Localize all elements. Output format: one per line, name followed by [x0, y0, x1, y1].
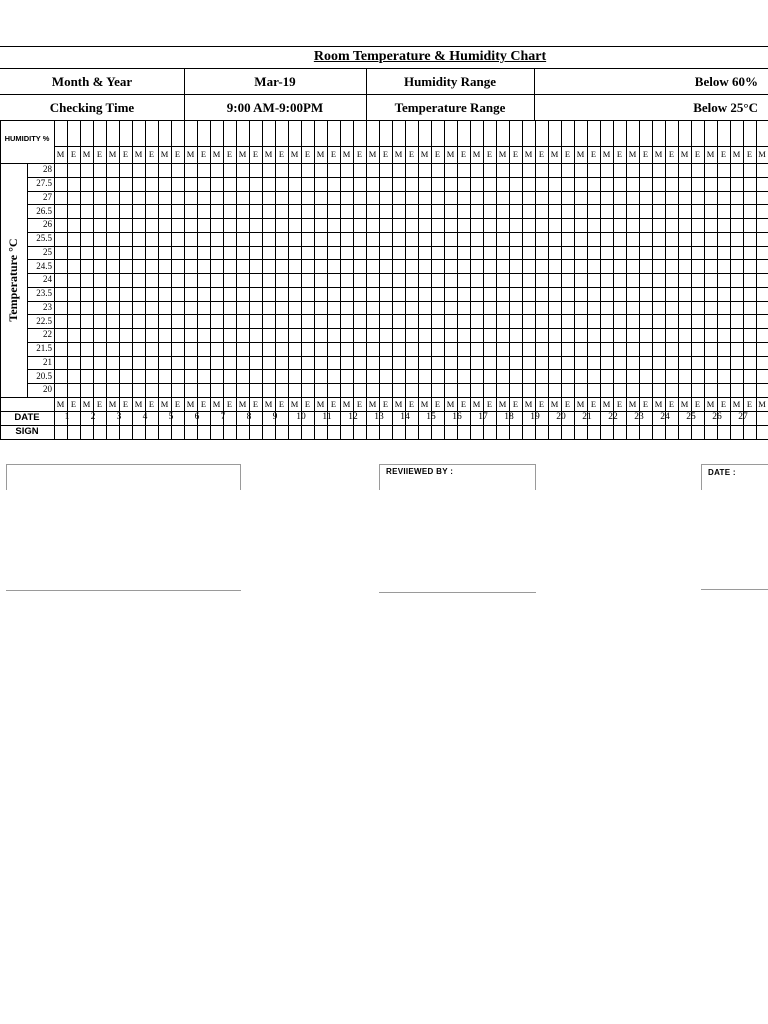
session-evening-label: E: [694, 398, 701, 409]
session-morning-label: M: [472, 149, 481, 160]
session-morning-label: M: [394, 149, 403, 160]
session-morning-label: M: [680, 149, 689, 160]
session-evening-label: E: [278, 149, 285, 160]
grid-line: [0, 163, 768, 164]
grid-line: [210, 120, 211, 439]
session-morning-label: M: [186, 149, 195, 160]
session-evening-label: E: [200, 149, 207, 160]
grid-line: [522, 120, 523, 439]
temperature-tick-label: 28: [43, 164, 52, 175]
session-morning-label: M: [82, 398, 91, 409]
humidity-range-value: Below 60%: [694, 73, 758, 89]
session-evening-label: E: [616, 149, 623, 160]
temperature-tick-label: 26: [43, 219, 52, 230]
session-morning-label: M: [602, 149, 611, 160]
session-morning-label: M: [576, 149, 585, 160]
session-evening-label: E: [434, 398, 441, 409]
session-morning-label: M: [524, 398, 533, 409]
grid-line: [457, 120, 458, 439]
date-number: 15: [426, 412, 436, 422]
grid-line: [691, 120, 692, 439]
grid-line: [470, 120, 471, 439]
date-number: 8: [246, 412, 252, 422]
date-number: 18: [504, 412, 514, 422]
session-evening-label: E: [408, 398, 415, 409]
session-evening-label: E: [174, 398, 181, 409]
session-evening-label: E: [590, 149, 597, 160]
grid-line: [561, 120, 562, 439]
session-morning-label: M: [394, 398, 403, 409]
date-number: 25: [686, 412, 696, 422]
grid-line: [27, 301, 768, 302]
grid-line: [262, 120, 263, 439]
session-evening-label: E: [408, 149, 415, 160]
date-row-label: DATE: [14, 412, 40, 423]
session-evening-label: E: [720, 149, 727, 160]
session-evening-label: E: [434, 149, 441, 160]
grid-line: [756, 120, 757, 439]
grid-line: [158, 120, 159, 439]
grid-line: [301, 120, 302, 439]
grid-line: [0, 120, 1, 439]
grid-line: [431, 120, 432, 439]
grid-line: [0, 425, 768, 426]
grid-line: [27, 328, 768, 329]
date-number: 26: [712, 412, 722, 422]
grid-line: [119, 120, 120, 439]
session-evening-label: E: [746, 398, 753, 409]
temperature-tick-label: 24: [43, 274, 52, 285]
session-morning-label: M: [134, 149, 143, 160]
humidity-range-label: Humidity Range: [403, 73, 497, 89]
session-evening-label: E: [512, 398, 519, 409]
session-morning-label: M: [160, 149, 169, 160]
chart-title: Room Temperature & Humidity Chart: [313, 49, 547, 64]
grid-line: [626, 120, 627, 439]
humidity-label: HUMIDITY %: [4, 133, 50, 143]
session-morning-label: M: [654, 149, 663, 160]
grid-line: [27, 177, 768, 178]
temperature-tick-label: 24.5: [36, 260, 52, 271]
session-morning-label: M: [212, 398, 221, 409]
temperature-tick-label: 25: [43, 246, 52, 257]
temperature-tick-label: 26.5: [36, 205, 52, 216]
date-number: 14: [400, 412, 410, 422]
date-number: 20: [556, 412, 566, 422]
checking-time-label: Checking Time: [49, 99, 135, 115]
session-evening-label: E: [148, 398, 155, 409]
date-number: 17: [478, 412, 488, 422]
session-evening-label: E: [720, 398, 727, 409]
session-evening-label: E: [356, 149, 363, 160]
grid-line: [80, 120, 81, 439]
session-morning-label: M: [368, 149, 377, 160]
grid-line: [418, 120, 419, 439]
session-evening-label: E: [252, 149, 259, 160]
session-evening-label: E: [382, 398, 389, 409]
session-morning-label: M: [524, 149, 533, 160]
grid-line: [340, 120, 341, 439]
grid-line: [496, 120, 497, 439]
date-number: 13: [374, 412, 384, 422]
session-morning-label: M: [342, 398, 351, 409]
date-number: 2: [90, 412, 96, 422]
session-evening-label: E: [564, 149, 571, 160]
grid-line: [27, 259, 768, 260]
session-morning-label: M: [82, 149, 91, 160]
grid-line: [27, 273, 768, 274]
grid-line: [27, 369, 768, 370]
grid-line: [171, 120, 172, 439]
session-morning-label: M: [680, 398, 689, 409]
session-evening-label: E: [460, 149, 467, 160]
session-morning-label: M: [186, 398, 195, 409]
session-morning-label: M: [420, 149, 429, 160]
session-morning-label: M: [108, 149, 117, 160]
grid-line: [184, 120, 185, 439]
grid-line: [730, 120, 731, 439]
grid-line: [275, 120, 276, 439]
grid-line: [327, 120, 328, 439]
session-evening-label: E: [96, 398, 103, 409]
session-evening-label: E: [356, 398, 363, 409]
session-morning-label: M: [160, 398, 169, 409]
grid-line: [27, 383, 768, 384]
temperature-axis-label: Temperature °C: [6, 238, 20, 322]
grid-line: [93, 120, 94, 439]
session-morning-label: M: [628, 398, 637, 409]
temperature-tick-label: 21: [43, 356, 52, 367]
session-evening-label: E: [174, 149, 181, 160]
session-morning-label: M: [758, 149, 766, 160]
grid-line: [535, 120, 536, 439]
session-evening-label: E: [460, 398, 467, 409]
grid-line: [353, 120, 354, 439]
grid-line: [27, 314, 768, 315]
date-number: 27: [738, 412, 748, 422]
session-evening-label: E: [330, 149, 337, 160]
grid-line: [574, 120, 575, 439]
session-evening-label: E: [252, 398, 259, 409]
session-evening-label: E: [642, 398, 649, 409]
grid-line: [0, 439, 768, 440]
session-evening-label: E: [590, 398, 597, 409]
session-morning-label: M: [628, 149, 637, 160]
grid-line: [223, 120, 224, 439]
session-evening-label: E: [486, 149, 493, 160]
session-morning-label: M: [706, 149, 715, 160]
reviewed-by-label: REVIIEWED BY :: [386, 467, 454, 476]
session-evening-label: E: [746, 149, 753, 160]
grid-line: [587, 120, 588, 439]
session-morning-label: M: [316, 398, 325, 409]
session-morning-label: M: [56, 398, 65, 409]
grid-line: [405, 120, 406, 439]
date-number: 6: [194, 412, 200, 422]
session-evening-label: E: [486, 398, 493, 409]
grid-line: [509, 120, 510, 439]
date-number: 3: [116, 412, 122, 422]
temperature-tick-label: 20: [43, 384, 52, 395]
session-morning-label: M: [56, 149, 65, 160]
month-year-label: Month & Year: [51, 73, 133, 89]
date-box-label: DATE :: [708, 468, 736, 477]
session-evening-label: E: [668, 149, 675, 160]
session-morning-label: M: [108, 398, 117, 409]
month-year-value: Mar-19: [254, 73, 296, 89]
session-morning-label: M: [238, 149, 247, 160]
temperature-tick-label: 27.5: [36, 178, 52, 189]
temperature-range-label: Temperature Range: [394, 99, 506, 115]
grid-line: [600, 120, 601, 439]
session-morning-label: M: [420, 398, 429, 409]
session-morning-label: M: [290, 398, 299, 409]
temperature-tick-label: 25.5: [36, 233, 52, 244]
temperature-tick-label: 22.5: [36, 315, 52, 326]
session-morning-label: M: [498, 149, 507, 160]
session-morning-label: M: [316, 149, 325, 160]
session-evening-label: E: [616, 398, 623, 409]
temperature-tick-label: 22: [43, 329, 52, 340]
date-number: 9: [272, 412, 278, 422]
date-number: 23: [634, 412, 644, 422]
session-morning-label: M: [654, 398, 663, 409]
session-evening-label: E: [96, 149, 103, 160]
date-number: 1: [64, 412, 70, 422]
date-number: 5: [168, 412, 174, 422]
session-evening-label: E: [330, 398, 337, 409]
date-number: 21: [582, 412, 592, 422]
grid-line: [743, 120, 744, 439]
session-evening-label: E: [122, 149, 129, 160]
grid-line: [249, 120, 250, 439]
temperature-tick-label: 23.5: [36, 288, 52, 299]
date-number: 22: [608, 412, 618, 422]
grid-line: [27, 342, 768, 343]
temperature-range-value: Below 25°C: [693, 99, 758, 115]
grid-line: [639, 120, 640, 439]
grid-line: [236, 120, 237, 439]
session-morning-label: M: [238, 398, 247, 409]
session-evening-label: E: [512, 149, 519, 160]
grid-line: [27, 356, 768, 357]
session-morning-label: M: [264, 149, 273, 160]
session-evening-label: E: [538, 398, 545, 409]
grid-line: [27, 287, 768, 288]
session-morning-label: M: [498, 398, 507, 409]
session-evening-label: E: [304, 398, 311, 409]
session-evening-label: E: [278, 398, 285, 409]
session-morning-label: M: [212, 149, 221, 160]
session-morning-label: M: [550, 149, 559, 160]
session-morning-label: M: [472, 398, 481, 409]
date-number: 16: [452, 412, 462, 422]
session-morning-label: M: [368, 398, 377, 409]
grid-line: [483, 120, 484, 439]
grid-line: [27, 191, 768, 192]
grid-line: [392, 120, 393, 439]
grid-line: [27, 204, 768, 205]
date-number: 12: [348, 412, 358, 422]
session-evening-label: E: [642, 149, 649, 160]
session-morning-label: M: [550, 398, 559, 409]
session-morning-label: M: [758, 398, 766, 409]
grid-line: [132, 120, 133, 439]
session-morning-label: M: [134, 398, 143, 409]
session-morning-label: M: [732, 149, 741, 160]
grid-line: [27, 246, 768, 247]
session-evening-label: E: [122, 398, 129, 409]
grid-line: [704, 120, 705, 439]
session-morning-label: M: [446, 398, 455, 409]
temperature-tick-label: 23: [43, 301, 52, 312]
session-evening-label: E: [304, 149, 311, 160]
grid-line: [27, 232, 768, 233]
session-morning-label: M: [342, 149, 351, 160]
session-evening-label: E: [148, 149, 155, 160]
date-number: 10: [296, 412, 306, 422]
session-evening-label: E: [668, 398, 675, 409]
temperature-tick-label: 20.5: [36, 370, 52, 381]
sign-row-label: SIGN: [15, 426, 39, 437]
grid-line: [379, 120, 380, 439]
grid-line: [145, 120, 146, 439]
grid-line: [288, 120, 289, 439]
session-morning-label: M: [264, 398, 273, 409]
grid-line: [548, 120, 549, 439]
checking-time-value: 9:00 AM-9:00PM: [226, 99, 324, 115]
grid-line: [444, 120, 445, 439]
session-morning-label: M: [446, 149, 455, 160]
session-evening-label: E: [200, 398, 207, 409]
session-evening-label: E: [564, 398, 571, 409]
session-evening-label: E: [226, 398, 233, 409]
grid-line: [366, 120, 367, 439]
date-number: 24: [660, 412, 670, 422]
session-morning-label: M: [576, 398, 585, 409]
grid-line: [106, 120, 107, 439]
grid-line: [613, 120, 614, 439]
session-evening-label: E: [694, 149, 701, 160]
temperature-tick-label: 21.5: [36, 343, 52, 354]
session-evening-label: E: [538, 149, 545, 160]
session-evening-label: E: [226, 149, 233, 160]
temperature-tick-label: 27: [43, 191, 52, 202]
grid-line: [54, 120, 55, 439]
session-morning-label: M: [602, 398, 611, 409]
date-number: 19: [530, 412, 540, 422]
grid-line: [27, 218, 768, 219]
session-morning-label: M: [290, 149, 299, 160]
session-evening-label: E: [70, 149, 77, 160]
grid-line: [665, 120, 666, 439]
date-number: 7: [220, 412, 226, 422]
grid-line: [197, 120, 198, 439]
grid-line: [678, 120, 679, 439]
session-evening-label: E: [70, 398, 77, 409]
grid-line: [67, 120, 68, 439]
session-morning-label: M: [706, 398, 715, 409]
date-number: 4: [142, 412, 148, 422]
date-number: 11: [322, 412, 332, 422]
grid-line: [717, 120, 718, 439]
grid-line: [652, 120, 653, 439]
grid-line: [314, 120, 315, 439]
session-evening-label: E: [382, 149, 389, 160]
session-morning-label: M: [732, 398, 741, 409]
